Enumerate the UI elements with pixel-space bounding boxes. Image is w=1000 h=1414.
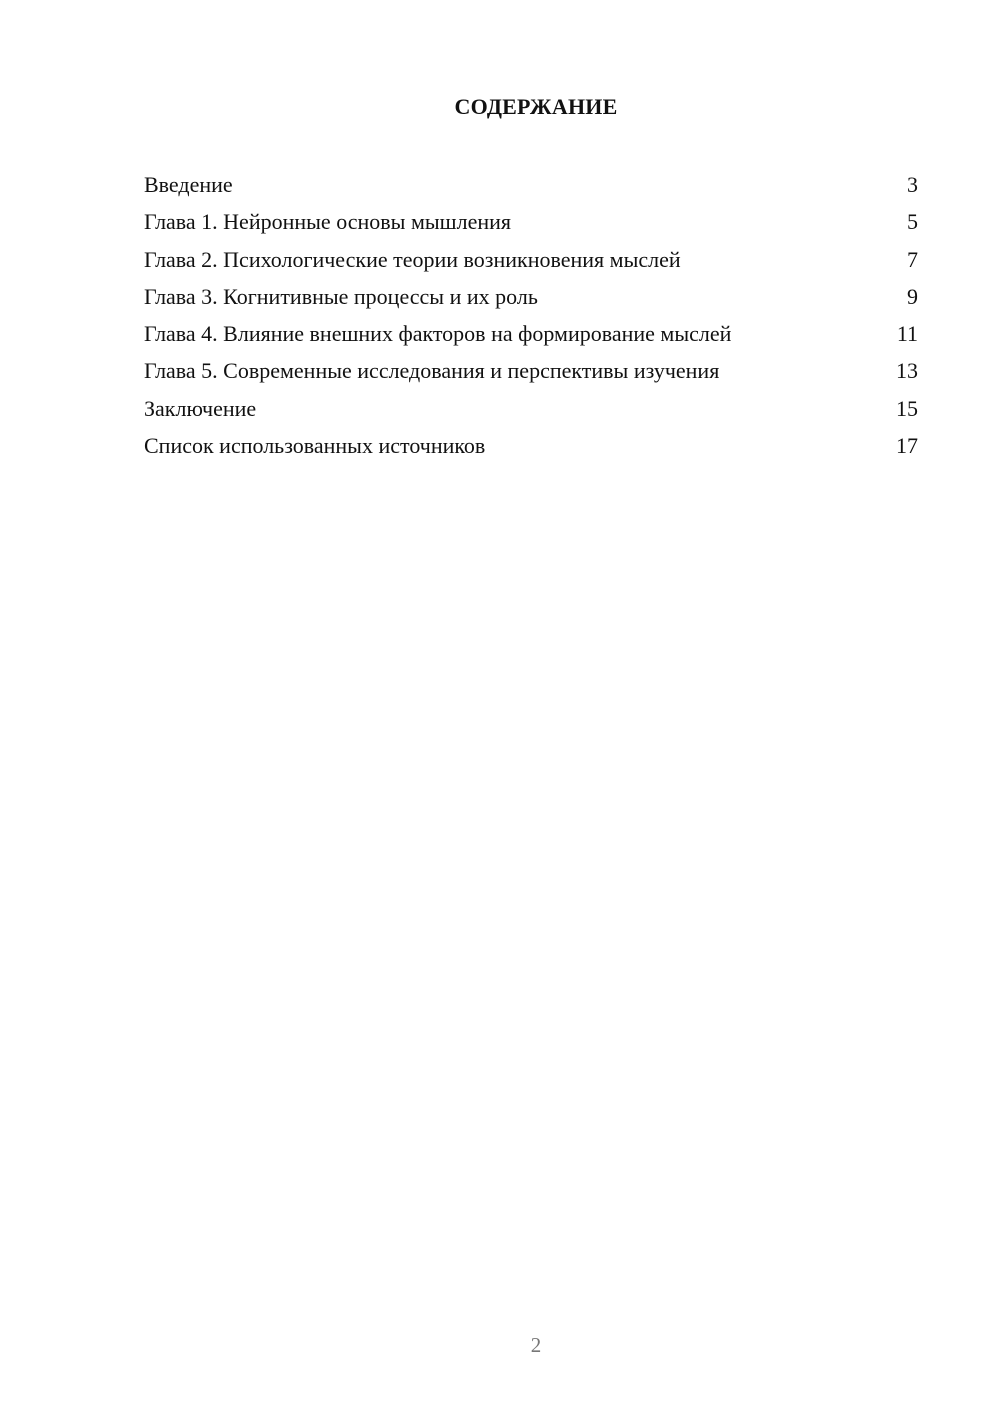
table-of-contents <box>144 166 918 464</box>
toc-entry-page: 3 <box>907 172 918 197</box>
toc-entry-label: Глава 5. Современные исследования и перспективы изучения <box>144 358 720 384</box>
toc-entry-page: 13 <box>896 358 918 384</box>
toc-entry-label: Заключение <box>144 395 257 421</box>
toc-entry-label: Глава 3. Когнитивные процессы и их роль <box>144 283 538 309</box>
toc-entry-label: Глава 1. Нейронные основы мышления <box>144 209 511 235</box>
toc-entry-chapter-1 <box>144 203 918 240</box>
toc-entry-chapter-5 <box>144 352 918 389</box>
toc-entry-page: 9 <box>907 283 918 309</box>
toc-entry-chapter-3 <box>144 278 918 315</box>
toc-entry-label: Глава 4. Влияние внешних факторов на формирование мыслей <box>144 321 732 347</box>
toc-entry-label: Введение <box>144 172 233 197</box>
page-title: СОДЕРЖАНИЕ <box>454 94 618 119</box>
toc-entry-page: 5 <box>907 209 918 235</box>
toc-entry-conclusion <box>144 390 918 427</box>
toc-entry-chapter-4 <box>144 315 918 352</box>
toc-entry-introduction <box>144 166 918 203</box>
toc-entry-page: 17 <box>896 433 918 459</box>
toc-entry-page: 11 <box>896 321 918 347</box>
page-number: 2 <box>530 1333 542 1357</box>
toc-entry-chapter-2 <box>144 241 918 278</box>
toc-entry-page: 7 <box>907 246 918 272</box>
toc-entry-label: Список использованных источников <box>144 433 486 459</box>
toc-entry-page: 15 <box>896 395 918 421</box>
toc-entry-label: Глава 2. Психологические теории возникновения мыслей <box>144 246 681 272</box>
toc-entry-references <box>144 427 918 464</box>
